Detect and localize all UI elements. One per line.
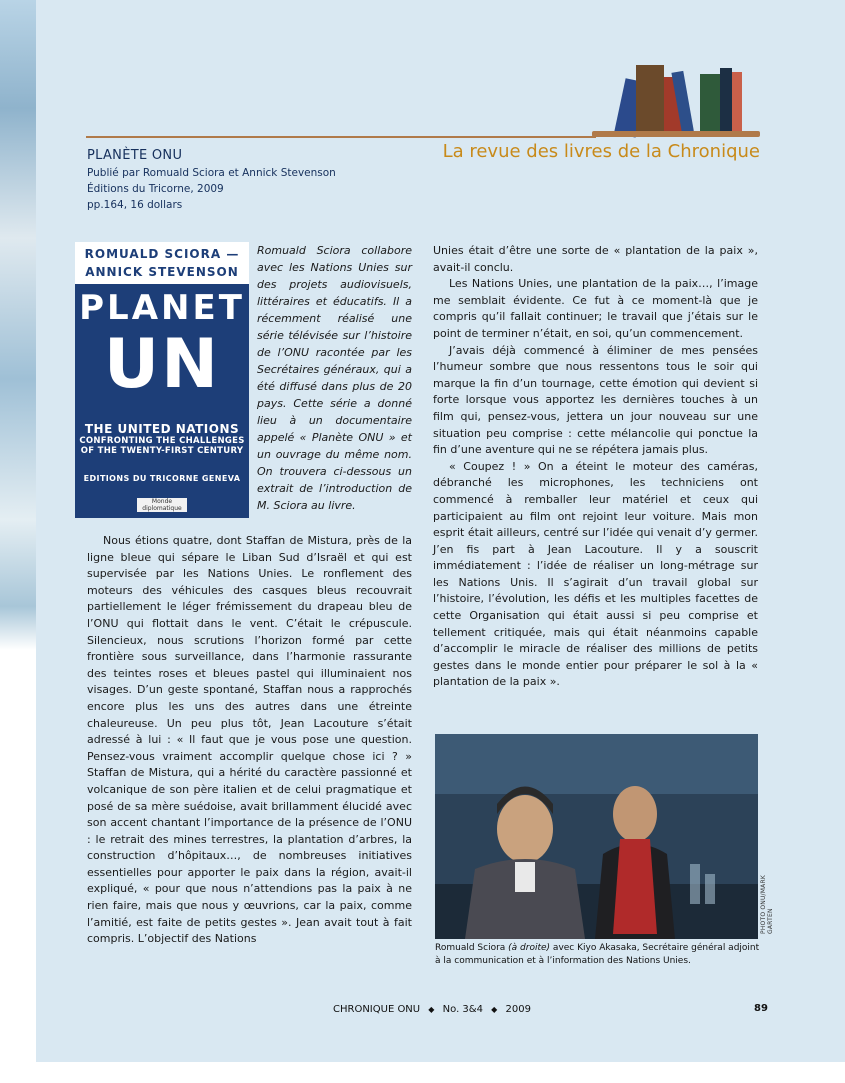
cover-subtitle-2: CONFRONTING THE CHALLENGES	[79, 436, 245, 446]
photo-credit: PHOTO ONU/MARK GARTEN	[760, 875, 774, 934]
article-column-1	[87, 533, 412, 948]
footer-separator-icon: ◆	[428, 1005, 435, 1014]
photo	[435, 734, 758, 939]
cover-title-2: UN	[103, 325, 221, 404]
paragraph: J’avais déjà commencé à éliminer de mes pensées l’humeur sombre que nous ressentons tous le soir qui marque la fin d’un tournage, cette émotion qui devient si forte lorsque vous apportez les dernières touches à un film qui, pensez-vous, jettera un jour nouveau sur une situation peu comprise : cette mélancolie qui ponctue la fin d’une aventure qui ne se répétera jamais plus.	[433, 343, 758, 457]
footer-separator-icon: ◆	[491, 1005, 498, 1014]
photo-illustration	[435, 734, 758, 939]
cover-title-1: PLANET	[79, 288, 245, 328]
photo-caption	[435, 942, 765, 967]
paragraph: Nous étions quatre, dont Staffan de Mistura, près de la ligne bleue qui sépare le Liban Sud d’Israël et qui est supervisée par les Nations Unies. Le ronflement des moteurs des véhicules des casques bleus recouvrait partiellement le léger frémissement du drapeau bleu de l’ONU qui flottait dans le vent. C’était le crépuscule. Silencieux, nous scrutions l’horizon formé par cette frontière sous surveillance, dans l’harmonie rassurante des teintes roses et bleues pastel qui illuminaient nos visages. D’un geste spontané, Staffan nous a rapprochés encore plus les uns des autres dans une étreinte chaleureuse. Un peu plus tôt, Jean Lacouture s’était adressé à lui : « Il faut que je vous pose une question. Pensez-vous vraiment accomplir quelque chose ici ? » Staffan de Mistura, qui a hérité du caractère passionné et volcanique de son père italien et de celui pragmatique et posé de sa mère suédoise, avait brillamment élucidé avec son accent chantant l’importance de la présence de l’ONU : le retrait des mines terrestres, la plantation d’arbres, la construction d’hôpitaux…, de nombreuses initiatives essentielles pour apporter le paix dans la région, avait-il expliqué, « pour que nous n’attendions pas la paix à ne rien faire, mais que nous y œuvrions, car la paix, comme l’amitié, est faite de petits gestes ». Jean avait tout à fait compris. L’objectif des Nations	[87, 534, 412, 946]
footer-year: 2009	[505, 1004, 531, 1015]
caption-emphasis: (à droite)	[508, 943, 551, 953]
book-cover	[75, 242, 249, 518]
article-column-2	[433, 243, 758, 691]
footer-journal: CHRONIQUE ONU	[333, 1004, 421, 1015]
page-number: 89	[754, 1003, 768, 1014]
paragraph: « Coupez ! » On a éteint le moteur des caméras, débranché les microphones, les techniciens ont commencé à remballer leur matériel et ceux qui participaient au film ont rejoint leur voiture. Mais mon esprit était ailleurs, centré sur l’idée qui venait d’y germer. J’en fis part à Jean Lacouture. Il y a souscrit immédiatement : l’idée de réaliser un long-métrage sur les Nations Unis. Il s’agirait d’un travail global sur l’histoire, l’évolution, les défis et les multiples facettes de cette Organisation qui était aussi si peu comprise et tellement critiquée, mais qui était néanmoins capable d’accomplir le miracle de réaliser des millions de petits gestes dans le monde entier pour préparer le sol à la « plantation de la paix ».	[433, 459, 758, 689]
cover-subtitle	[75, 422, 249, 456]
header-rule	[86, 136, 596, 138]
bookshelf	[592, 131, 760, 137]
pages-price: pp.164, 16 dollars	[87, 199, 183, 211]
intro-text: Romuald Sciora collabore avec les Nations Unies sur des projets audiovisuels, littéraires et éducatifs. Il a récemment réalisé une série télévisée sur l’histoire de l’ONU racontée par les Secrétaires généraux, qui a été diffusé dans plus de 20 pays. Cette série a donné lieu à un documentaire appelé « Planète ONU » et un ouvrage du même nom. On trouvera ci-dessous un extrait de l’introduction de M. Sciora au livre.	[257, 244, 412, 512]
cover-authors-band	[75, 242, 249, 284]
cover-partner-logo: Monde diplomatique	[137, 498, 187, 512]
book-info	[87, 148, 336, 213]
cover-author-2: ANNICK STEVENSON	[85, 265, 239, 279]
cover-author-1: ROMUALD SCIORA —	[84, 247, 240, 261]
book-title: PLANÈTE ONU	[87, 148, 183, 163]
cover-publisher: EDITIONS DU TRICORNE GENEVA	[83, 474, 241, 483]
cover-subtitle-1: THE UNITED NATIONS	[84, 422, 240, 436]
background-sea-image	[0, 0, 40, 1083]
publisher-line: Publié par Romuald Sciora et Annick Stevenson	[87, 167, 336, 179]
paragraph: Les Nations Unies, une plantation de la paix…, l’image me semblait évidente. Ce fut à ce moment-là que je compris qu’il fallait continuer; le travail que j’étais sur le point de terminer n’était, en soi, qu’un commencement.	[433, 277, 758, 340]
cover-subtitle-3: OF THE TWENTY-FIRST CENTURY	[80, 446, 244, 456]
edition-line: Éditions du Tricorne, 2009	[87, 183, 224, 195]
paragraph: Unies était d’être une sorte de « plantation de la paix », avait-il conclu.	[433, 244, 758, 274]
caption-text-2: avec Kiyo Akasaka, Secrétaire général adjoint à la communication et à l’information des Nations Unies.	[435, 943, 760, 966]
footer-issue: No. 3&4	[442, 1004, 483, 1015]
section-title: La revue des livres de la Chronique	[442, 141, 760, 162]
footer	[333, 1004, 531, 1015]
caption-text: Romuald Sciora	[435, 943, 509, 953]
